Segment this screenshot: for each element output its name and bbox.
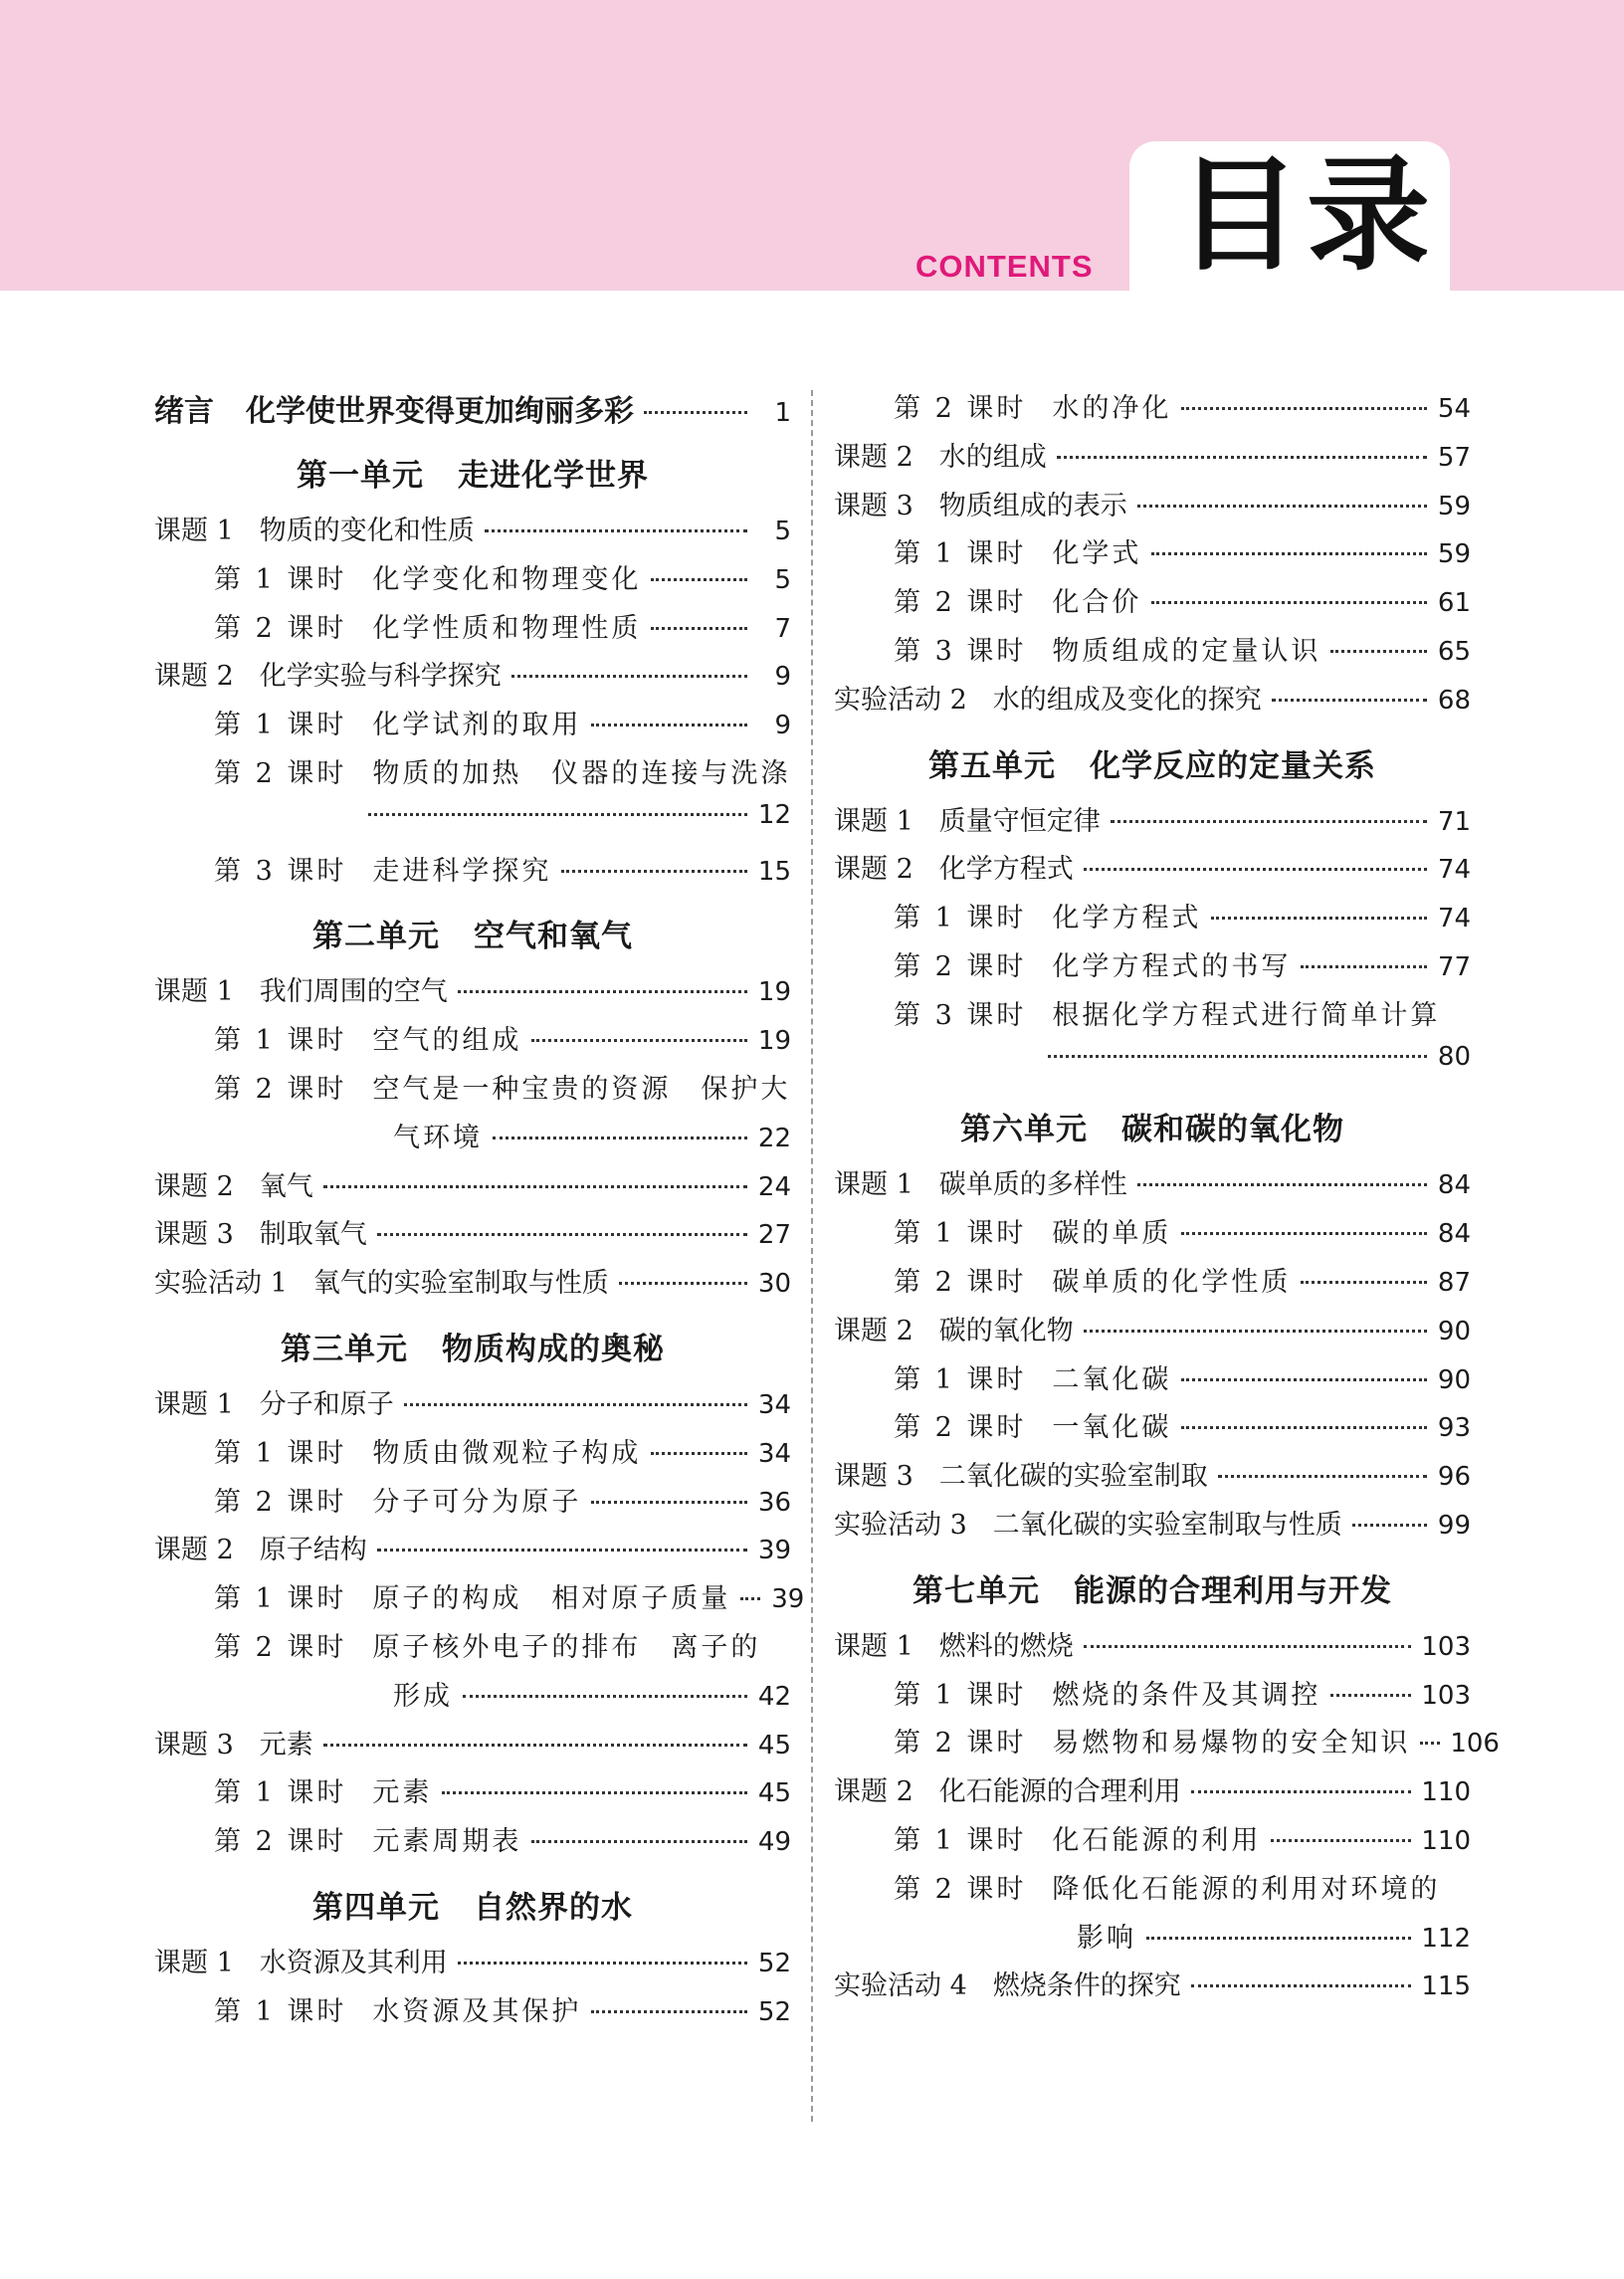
leader-dots xyxy=(651,1452,747,1455)
page-number: 9 xyxy=(774,711,791,741)
page-number: 57 xyxy=(1437,442,1471,473)
page-number: 106 xyxy=(1450,1729,1500,1760)
lesson-label: 第 1 课时 xyxy=(894,1679,1027,1711)
toc-topic[interactable] xyxy=(154,1212,791,1261)
leader-dots xyxy=(1181,1378,1427,1381)
page-number: 65 xyxy=(1437,636,1471,667)
lesson-label: 第 2 课时 xyxy=(894,1266,1027,1298)
lesson-title: 水的净化 xyxy=(1052,393,1172,424)
lesson-title: 物质由微观粒子构成 xyxy=(372,1437,642,1469)
toc-lesson-continued[interactable] xyxy=(154,1116,791,1164)
leader-dots xyxy=(591,724,747,726)
lesson-title: 降低化石能源的利用对环境的 xyxy=(1052,1873,1441,1905)
page-number: 52 xyxy=(757,1948,791,1978)
toc-lesson[interactable] xyxy=(154,1770,791,1819)
lesson-label: 第 1 课时 xyxy=(894,903,1027,934)
lesson-title-continued: 影响 xyxy=(1077,1922,1136,1954)
toc-lesson[interactable] xyxy=(834,896,1471,944)
page-number: 77 xyxy=(1437,951,1471,982)
unit-number: 第五单元 xyxy=(928,747,1056,784)
leader-dots xyxy=(1084,868,1427,871)
leader-dots xyxy=(1137,505,1427,508)
leader-dots xyxy=(1137,1183,1427,1186)
page-number: 12 xyxy=(757,799,791,830)
topic-label: 课题 2 xyxy=(154,661,234,693)
leader-dots xyxy=(458,990,747,993)
lesson-label: 第 1 课时 xyxy=(214,710,347,741)
toc-lesson[interactable] xyxy=(834,531,1471,580)
leader-dots xyxy=(1191,1984,1412,1987)
topic-label: 课题 1 xyxy=(154,1388,234,1420)
topic-label: 课题 3 xyxy=(154,1729,234,1761)
page-title: 目录 xyxy=(1177,144,1437,288)
activity-title: 燃烧条件的探究 xyxy=(992,1970,1181,2002)
topic-title: 二氧化碳的实验室制取 xyxy=(938,1461,1208,1493)
toc-topic[interactable] xyxy=(154,509,791,557)
lesson-label: 第 2 课时 xyxy=(214,1631,347,1663)
leader-dots xyxy=(1211,917,1427,920)
leader-dots xyxy=(1191,1790,1412,1793)
toc-activity[interactable] xyxy=(834,678,1471,726)
toc-lesson[interactable] xyxy=(834,1405,1471,1454)
topic-label: 课题 1 xyxy=(154,516,234,546)
topic-title: 燃料的燃烧 xyxy=(938,1630,1074,1662)
preface-title: 化学使世界变得更加绚丽多彩 xyxy=(246,394,634,429)
toc-topic[interactable] xyxy=(154,1528,791,1576)
topic-label: 课题 1 xyxy=(834,1169,914,1201)
leader-dots xyxy=(1146,1937,1411,1940)
unit-heading xyxy=(834,1552,1471,1624)
leader-dots xyxy=(1272,699,1427,702)
page-number: 36 xyxy=(757,1487,791,1518)
lesson-title-continued: 气环境 xyxy=(393,1122,483,1153)
lesson-title: 化学方程式 xyxy=(1052,903,1202,934)
lesson-title: 化石能源的利用 xyxy=(1052,1824,1262,1856)
toc-lesson-continued[interactable] xyxy=(834,1916,1471,1965)
page-number: 5 xyxy=(774,564,791,595)
topic-title: 化石能源的合理利用 xyxy=(938,1776,1181,1808)
unit-number: 第一单元 xyxy=(297,458,424,494)
contents-label: CONTENTS xyxy=(915,249,1094,284)
topic-title: 制取氧气 xyxy=(259,1219,367,1251)
toc-topic[interactable] xyxy=(834,1162,1471,1211)
toc-topic[interactable] xyxy=(834,1454,1471,1503)
page-number: 99 xyxy=(1437,1510,1471,1541)
page-number: 59 xyxy=(1437,491,1471,521)
toc-topic[interactable] xyxy=(154,1941,791,1989)
topic-title: 分子和原子 xyxy=(259,1388,394,1420)
page-number: 45 xyxy=(757,1730,791,1761)
activity-label: 实验活动 4 xyxy=(834,1970,967,2002)
lesson-title: 碳单质的化学性质 xyxy=(1052,1266,1292,1298)
page-number: 93 xyxy=(1437,1413,1471,1444)
lesson-title: 走进科学探究 xyxy=(372,855,552,887)
unit-name: 物质构成的奥秘 xyxy=(442,1331,665,1367)
topic-title: 质量守恒定律 xyxy=(938,805,1101,837)
leader-dots xyxy=(644,411,747,414)
leader-dots xyxy=(1218,1475,1427,1478)
leader-dots xyxy=(1271,1839,1411,1842)
page-number: 110 xyxy=(1421,1777,1471,1808)
leader-dots xyxy=(619,1282,747,1285)
lesson-title: 化学式 xyxy=(1052,538,1142,570)
lesson-title: 原子的构成 相对原子质量 xyxy=(372,1583,731,1615)
leader-dots xyxy=(561,870,747,873)
leader-dots xyxy=(1352,1524,1427,1527)
page-number: 87 xyxy=(1437,1267,1471,1298)
topic-label: 课题 1 xyxy=(834,805,914,837)
page-number: 68 xyxy=(1437,685,1471,716)
unit-number: 第四单元 xyxy=(312,1889,440,1926)
toc-topic[interactable] xyxy=(154,1382,791,1431)
page-number: 9 xyxy=(774,662,791,693)
leader-dots xyxy=(404,1403,747,1406)
activity-title: 二氧化碳的实验室制取与性质 xyxy=(992,1509,1342,1541)
topic-label: 课题 1 xyxy=(834,1630,914,1662)
leader-dots xyxy=(1151,552,1427,555)
page-number: 49 xyxy=(757,1827,791,1858)
toc-lesson[interactable] xyxy=(834,1357,1471,1406)
leader-dots xyxy=(1048,1055,1427,1058)
lesson-label: 第 3 课时 xyxy=(894,635,1027,667)
toc-lesson[interactable] xyxy=(834,629,1471,678)
toc-lesson[interactable] xyxy=(154,1576,805,1625)
leader-dots xyxy=(531,1840,747,1843)
leader-dots xyxy=(740,1597,760,1600)
toc-lesson[interactable] xyxy=(834,944,1471,993)
lesson-label: 第 2 课时 xyxy=(214,1486,347,1518)
topic-title: 物质的变化和性质 xyxy=(259,516,475,546)
leader-dots xyxy=(1151,601,1427,604)
unit-name: 能源的合理利用与开发 xyxy=(1074,1572,1392,1609)
page-number: 5 xyxy=(774,517,791,546)
leader-dots xyxy=(377,1549,747,1552)
topic-label: 课题 3 xyxy=(834,1461,914,1493)
leader-dots xyxy=(458,1962,747,1965)
lesson-title: 物质组成的定量认识 xyxy=(1052,635,1321,667)
toc-lesson[interactable] xyxy=(154,1625,791,1674)
leader-dots xyxy=(1330,1694,1411,1697)
toc-topic[interactable] xyxy=(834,1309,1471,1357)
page-number: 84 xyxy=(1437,1219,1471,1250)
page-number: 30 xyxy=(757,1269,791,1300)
lesson-label: 第 2 课时 xyxy=(894,1728,1027,1760)
lesson-label: 第 2 课时 xyxy=(894,1412,1027,1444)
toc-lesson[interactable] xyxy=(154,703,791,751)
lesson-title: 燃烧的条件及其调控 xyxy=(1052,1679,1321,1711)
unit-name: 自然界的水 xyxy=(474,1889,633,1926)
leader-dots xyxy=(368,813,747,816)
activity-label: 实验活动 3 xyxy=(834,1509,967,1541)
topic-title: 化学方程式 xyxy=(938,854,1074,886)
page-number: 110 xyxy=(1421,1825,1471,1856)
page-number: 54 xyxy=(1437,394,1471,424)
topic-label: 课题 2 xyxy=(834,441,914,473)
leader-dots xyxy=(1181,407,1427,410)
unit-number: 第七单元 xyxy=(913,1572,1040,1609)
toc-topic[interactable] xyxy=(154,1723,791,1771)
toc-topic[interactable] xyxy=(834,799,1471,848)
unit-number: 第六单元 xyxy=(960,1112,1088,1148)
lesson-title: 易燃物和易爆物的安全知识 xyxy=(1052,1728,1411,1760)
toc-lesson[interactable] xyxy=(154,557,791,606)
toc-activity[interactable] xyxy=(154,1261,791,1310)
lesson-title: 元素 xyxy=(372,1777,433,1809)
toc-preface[interactable] xyxy=(154,386,791,436)
toc-topic[interactable] xyxy=(834,484,1471,532)
leader-dots xyxy=(651,627,747,630)
leader-dots xyxy=(1181,1426,1427,1429)
preface-label: 绪言 xyxy=(154,394,214,429)
lesson-label: 第 1 课时 xyxy=(894,1824,1027,1856)
toc-topic[interactable] xyxy=(154,654,791,703)
leader-dots xyxy=(1111,820,1427,823)
page-number: 59 xyxy=(1437,539,1471,570)
topic-label: 课题 2 xyxy=(834,1315,914,1347)
topic-label: 课题 1 xyxy=(154,976,234,1008)
toc-lesson[interactable] xyxy=(834,1867,1471,1916)
leader-dots xyxy=(442,1791,747,1794)
lesson-label: 第 1 课时 xyxy=(214,1583,347,1615)
activity-title: 水的组成及变化的探究 xyxy=(992,684,1262,716)
page-number: 34 xyxy=(757,1438,791,1469)
leader-dots xyxy=(1057,456,1427,459)
leader-dots xyxy=(591,2010,747,2013)
unit-number: 第二单元 xyxy=(312,919,440,955)
activity-label: 实验活动 2 xyxy=(834,684,967,716)
lesson-title: 物质的加热 仪器的连接与洗涤 xyxy=(372,757,791,789)
topic-label: 课题 2 xyxy=(154,1170,234,1202)
toc-activity[interactable] xyxy=(834,1964,1471,2012)
activity-title: 氧气的实验室制取与性质 xyxy=(312,1268,609,1300)
unit-heading xyxy=(154,1868,791,1941)
lesson-label: 第 2 课时 xyxy=(214,757,347,789)
unit-name: 化学反应的定量关系 xyxy=(1090,747,1376,784)
leader-dots xyxy=(323,1744,747,1747)
lesson-title: 二氧化碳 xyxy=(1052,1363,1172,1395)
topic-title: 碳的氧化物 xyxy=(938,1315,1074,1347)
topic-label: 课题 2 xyxy=(834,854,914,886)
topic-title: 我们周围的空气 xyxy=(259,976,448,1008)
lesson-title: 空气是一种宝贵的资源 保护大 xyxy=(372,1073,791,1105)
lesson-title: 根据化学方程式进行简单计算 xyxy=(1052,999,1441,1031)
page-number: 15 xyxy=(757,856,791,887)
lesson-label: 第 1 课时 xyxy=(894,1218,1027,1250)
lesson-label: 第 3 课时 xyxy=(894,999,1027,1031)
leader-dots xyxy=(323,1185,747,1188)
lesson-label: 第 2 课时 xyxy=(214,1073,347,1105)
page-number: 84 xyxy=(1437,1170,1471,1201)
page-number: 1 xyxy=(774,398,791,428)
topic-title: 原子结构 xyxy=(259,1535,367,1566)
toc-lesson[interactable] xyxy=(154,1018,791,1067)
page-number: 115 xyxy=(1421,1971,1471,2002)
toc-lesson-continued[interactable] xyxy=(154,800,791,849)
toc-lesson[interactable] xyxy=(834,1211,1471,1260)
leader-dots xyxy=(1084,1645,1412,1648)
toc-lesson[interactable] xyxy=(154,1431,791,1480)
topic-label: 课题 1 xyxy=(154,1947,234,1978)
toc-lesson[interactable] xyxy=(154,1067,791,1116)
page-number: 27 xyxy=(757,1220,791,1251)
topic-label: 课题 3 xyxy=(154,1219,234,1251)
lesson-label: 第 2 课时 xyxy=(894,393,1027,424)
leader-dots xyxy=(377,1233,747,1236)
page-number: 90 xyxy=(1437,1316,1471,1347)
lesson-label: 第 2 课时 xyxy=(214,1826,347,1858)
page-number: 45 xyxy=(757,1778,791,1809)
unit-heading xyxy=(154,1310,791,1382)
lesson-title: 水资源及其保护 xyxy=(372,1995,582,2027)
unit-heading xyxy=(154,897,791,969)
leader-dots xyxy=(591,1501,747,1504)
toc-topic[interactable] xyxy=(834,1624,1471,1673)
toc-topic[interactable] xyxy=(834,1769,1471,1818)
leader-dots xyxy=(1084,1330,1427,1333)
toc-right-column xyxy=(834,386,1500,2012)
topic-title: 碳单质的多样性 xyxy=(938,1169,1127,1201)
toc-lesson[interactable] xyxy=(834,993,1471,1042)
lesson-title: 空气的组成 xyxy=(372,1025,522,1057)
toc-activity[interactable] xyxy=(834,1503,1471,1552)
page-number: 71 xyxy=(1437,806,1471,837)
leader-dots xyxy=(531,1039,747,1042)
lesson-title: 化学变化和物理变化 xyxy=(372,563,642,595)
leader-dots xyxy=(651,578,747,581)
toc-lesson[interactable] xyxy=(834,1818,1471,1867)
toc-lesson[interactable] xyxy=(154,606,791,655)
lesson-title-continued: 形成 xyxy=(393,1680,453,1712)
lesson-title: 一氧化碳 xyxy=(1052,1412,1172,1444)
toc-lesson[interactable] xyxy=(154,849,791,898)
toc-topic[interactable] xyxy=(154,969,791,1018)
toc-topic[interactable] xyxy=(834,847,1471,896)
lesson-label: 第 1 课时 xyxy=(214,563,347,595)
toc-lesson[interactable] xyxy=(834,1260,1471,1309)
lesson-title: 化学方程式的书写 xyxy=(1052,950,1292,982)
lesson-title: 碳的单质 xyxy=(1052,1218,1172,1250)
lesson-label: 第 1 课时 xyxy=(894,538,1027,570)
unit-heading xyxy=(154,436,791,509)
page-number: 19 xyxy=(757,1026,791,1057)
leader-dots xyxy=(1420,1742,1440,1745)
leader-dots xyxy=(511,675,747,678)
toc-lesson[interactable] xyxy=(154,751,791,800)
unit-name: 走进化学世界 xyxy=(458,458,649,494)
page-number: 74 xyxy=(1437,904,1471,934)
toc-lesson[interactable] xyxy=(154,1480,791,1529)
lesson-title: 分子可分为原子 xyxy=(372,1486,582,1518)
leader-dots xyxy=(493,1137,747,1140)
page-number: 90 xyxy=(1437,1364,1471,1395)
page-number: 61 xyxy=(1437,588,1471,619)
topic-title: 物质组成的表示 xyxy=(938,490,1127,521)
toc-left-column xyxy=(154,386,805,2038)
page-number: 52 xyxy=(757,1996,791,2027)
leader-dots xyxy=(1301,965,1427,968)
page-number: 74 xyxy=(1437,855,1471,886)
topic-label: 课题 2 xyxy=(154,1535,234,1566)
page-number: 112 xyxy=(1421,1923,1471,1954)
unit-heading xyxy=(834,1090,1471,1162)
page-number: 42 xyxy=(757,1681,791,1712)
unit-heading xyxy=(834,726,1471,799)
lesson-title: 原子核外电子的排布 离子的 xyxy=(372,1631,761,1663)
page-number: 19 xyxy=(757,977,791,1008)
page-number: 39 xyxy=(757,1536,791,1566)
lesson-label: 第 2 课时 xyxy=(894,950,1027,982)
toc-lesson[interactable] xyxy=(154,1989,791,2038)
activity-label: 实验活动 1 xyxy=(154,1268,288,1300)
page-number: 24 xyxy=(757,1171,791,1202)
page-number: 22 xyxy=(757,1123,791,1153)
lesson-label: 第 2 课时 xyxy=(214,612,347,644)
leader-dots xyxy=(1181,1232,1427,1235)
lesson-title: 化学性质和物理性质 xyxy=(372,612,642,644)
toc-lesson[interactable] xyxy=(834,1673,1471,1722)
page-number: 103 xyxy=(1421,1631,1471,1662)
lesson-label: 第 2 课时 xyxy=(894,1873,1027,1905)
page-number: 80 xyxy=(1437,1041,1471,1072)
topic-title: 化学实验与科学探究 xyxy=(259,661,502,693)
lesson-label: 第 1 课时 xyxy=(894,1363,1027,1395)
toc-topic[interactable] xyxy=(154,1164,791,1213)
topic-title: 元素 xyxy=(259,1729,313,1761)
leader-dots xyxy=(1301,1281,1427,1284)
topic-label: 课题 2 xyxy=(834,1776,914,1808)
topic-title: 水资源及其利用 xyxy=(259,1947,448,1978)
page-number: 39 xyxy=(771,1584,805,1615)
unit-name: 空气和氧气 xyxy=(474,919,633,955)
lesson-label: 第 3 课时 xyxy=(214,855,347,887)
lesson-label: 第 1 课时 xyxy=(214,1995,347,2027)
leader-dots xyxy=(463,1695,747,1698)
lesson-title: 化学试剂的取用 xyxy=(372,710,582,741)
leader-dots xyxy=(1330,650,1427,653)
lesson-title: 化合价 xyxy=(1052,587,1142,619)
lesson-label: 第 1 课时 xyxy=(214,1777,347,1809)
page-number: 96 xyxy=(1437,1462,1471,1493)
column-divider xyxy=(811,390,813,2122)
toc-lesson-continued[interactable] xyxy=(154,1674,791,1723)
topic-title: 水的组成 xyxy=(938,441,1047,473)
topic-label: 课题 3 xyxy=(834,490,914,521)
topic-title: 氧气 xyxy=(259,1170,313,1202)
toc-lesson[interactable] xyxy=(154,1819,791,1868)
toc-lesson[interactable] xyxy=(834,580,1471,629)
leader-dots xyxy=(485,529,747,532)
page-number: 34 xyxy=(757,1389,791,1420)
toc-lesson[interactable] xyxy=(834,386,1471,435)
lesson-label: 第 1 课时 xyxy=(214,1437,347,1469)
toc-lesson[interactable] xyxy=(834,1721,1500,1769)
toc-topic[interactable] xyxy=(834,435,1471,484)
toc-lesson-continued[interactable] xyxy=(834,1042,1471,1091)
lesson-label: 第 2 课时 xyxy=(894,587,1027,619)
lesson-label: 第 1 课时 xyxy=(214,1025,347,1057)
page-number: 7 xyxy=(774,613,791,644)
unit-name: 碳和碳的氧化物 xyxy=(1121,1112,1344,1148)
lesson-title: 元素周期表 xyxy=(372,1826,522,1858)
unit-number: 第三单元 xyxy=(281,1331,408,1367)
page-number: 103 xyxy=(1421,1680,1471,1711)
